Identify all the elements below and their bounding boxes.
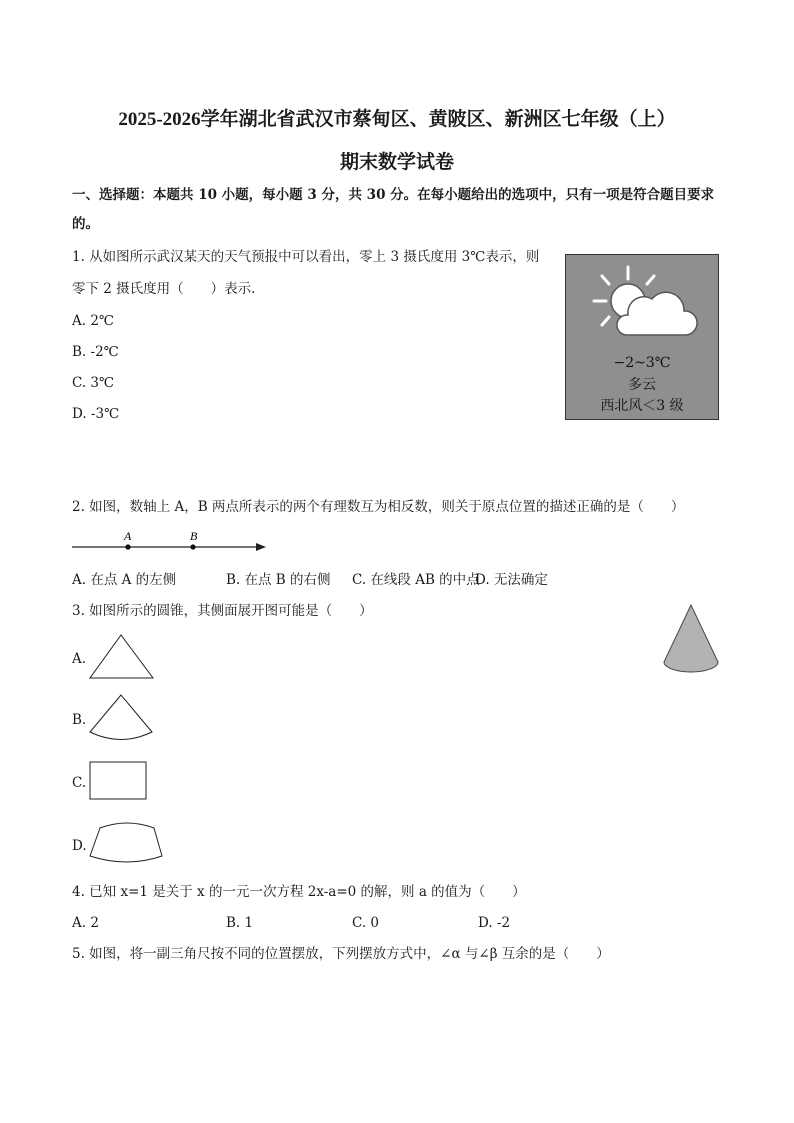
q3-option-b-sector bbox=[88, 692, 158, 748]
weather-forecast-card bbox=[565, 254, 719, 420]
q2-option-c: C. 在线段 AB 的中点 bbox=[352, 572, 480, 588]
q2-option-b: B. 在点 B 的右侧 bbox=[226, 572, 331, 588]
paper-title-line2: 期末数学试卷 bbox=[339, 152, 454, 173]
q2-option-a: A. 在点 A 的左侧 bbox=[72, 572, 177, 588]
q4-option-b: B. 1 bbox=[226, 915, 254, 931]
q2-stem: 2. 如图，数轴上 A，B 两点所表示的两个有理数互为相反数，则关于原点位置的描述正确的是（ ） bbox=[72, 499, 685, 515]
q4-option-a: A. 2 bbox=[72, 915, 99, 931]
q2-option-d: D. 无法确定 bbox=[475, 572, 548, 588]
q3-option-b-label: B. bbox=[72, 712, 87, 728]
q1-option-c: C. 3℃ bbox=[72, 375, 115, 391]
q5-stem: 5. 如图，将一副三角尺按不同的位置摆放，下列摆放方式中，∠α 与∠β 互余的是（ ） bbox=[72, 946, 610, 962]
q1-option-b: B. -2℃ bbox=[72, 344, 119, 360]
q3-stem: 3. 如图所示的圆锥，其侧面展开图可能是（ ） bbox=[72, 603, 373, 619]
q1-option-a: A. 2℃ bbox=[72, 313, 115, 329]
section-header-line1: 一、选择题：本题共 10 小题，每小题 3 分，共 30 分。在每小题给出的选项中，只有一项是符合题目要求 bbox=[72, 187, 715, 203]
q1-stem-line2: 零下 2 摄氏度用（ ）表示. bbox=[72, 281, 256, 297]
partly-cloudy-icon bbox=[566, 255, 718, 355]
weather-wind: 西北风＜3 级 bbox=[600, 398, 684, 414]
paper-title-line1: 2025-2026学年湖北省武汉市蔡甸区、黄陂区、新洲区七年级（上） bbox=[118, 109, 676, 130]
section-header-line2: 的。 bbox=[72, 216, 99, 232]
q1-stem-line1: 1. 从如图所示武汉某天的天气预报中可以看出，零上 3 摄氏度用 3℃表示，则 bbox=[72, 249, 540, 265]
q3-option-c-rectangle bbox=[88, 760, 152, 804]
q4-option-c: C. 0 bbox=[352, 915, 380, 931]
weather-temperature: −2~3℃ bbox=[613, 355, 671, 371]
number-line-label-b: B bbox=[190, 529, 198, 543]
q1-option-d: D. -3℃ bbox=[72, 406, 120, 422]
q4-option-d: D. -2 bbox=[478, 915, 511, 931]
cone-figure bbox=[660, 600, 730, 680]
q3-option-a-triangle bbox=[88, 632, 158, 682]
q3-option-d-label: D. bbox=[72, 838, 87, 854]
number-line-label-a: A bbox=[124, 529, 132, 543]
q3-option-c-label: C. bbox=[72, 775, 87, 791]
q3-option-d-annular-sector bbox=[86, 820, 166, 866]
weather-condition: 多云 bbox=[628, 377, 656, 393]
number-line-figure bbox=[70, 528, 270, 558]
q3-option-a-label: A. bbox=[72, 651, 87, 667]
q4-stem: 4. 已知 x=1 是关于 x 的一元一次方程 2x-a=0 的解，则 a 的值为（ ） bbox=[72, 884, 526, 900]
